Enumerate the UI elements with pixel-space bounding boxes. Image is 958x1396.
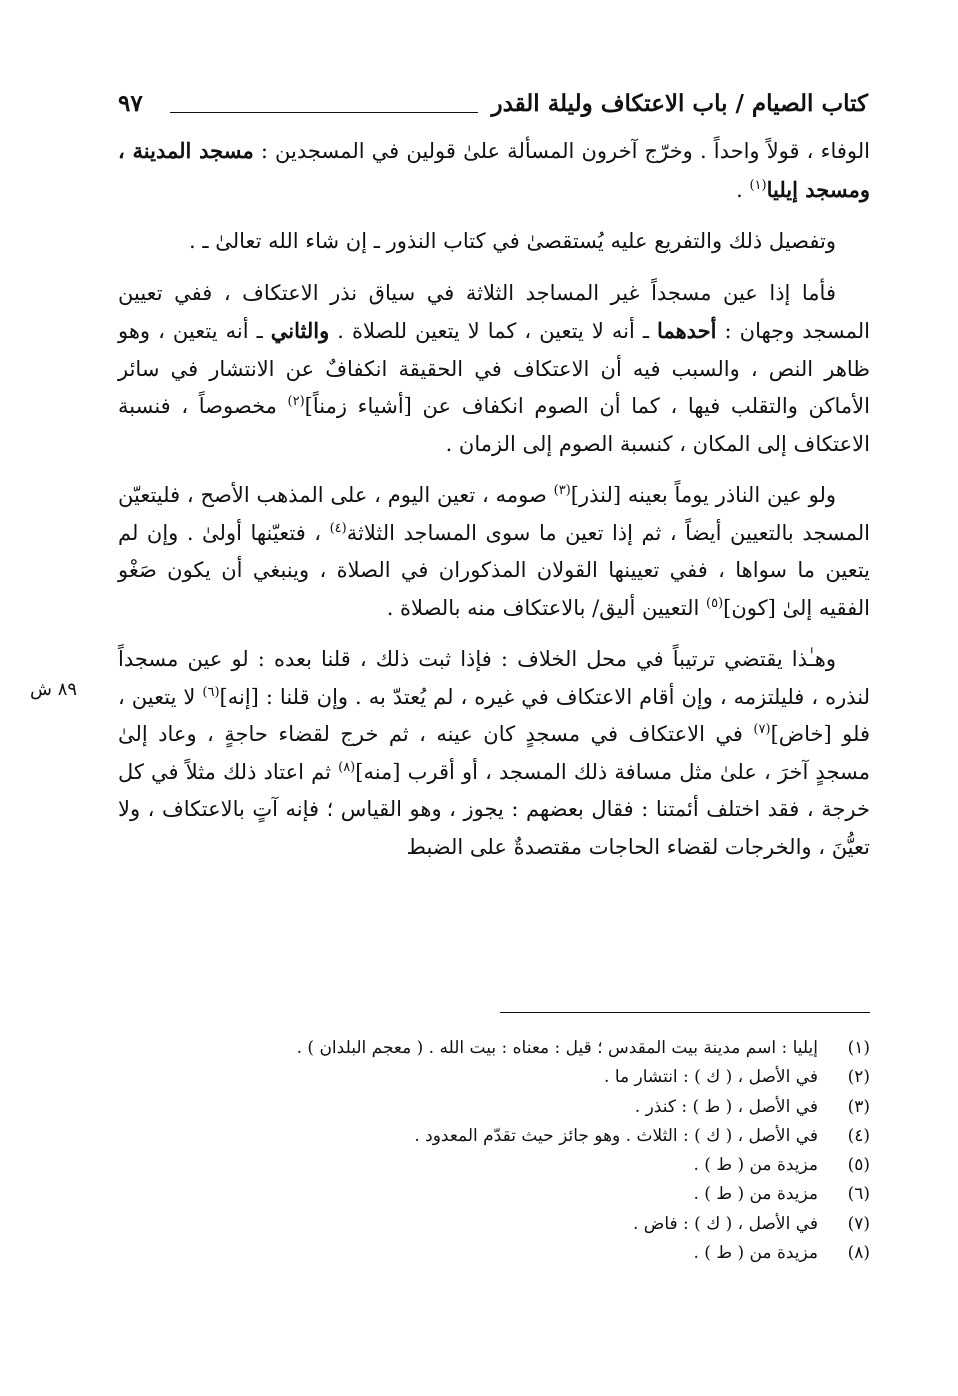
footnote-marker: (٥) [706,595,724,611]
text-segment: ـ أنه لا يتعين ، كما لا يتعين للصلاة . [329,319,658,343]
text-segment: وهـٰذا يقتضي ترتيباً في محل الخلاف : فإذا ثبت ذلك ، قلنا بعده : لو عين مسجداً لنذره ، فليلتزمه ، وإن أقام الاعتكاف في غيره ، لم يُعتدّ به . وإن قلنا : [إنه] [118,647,870,709]
footnote-marker: (٣) [553,483,571,498]
footnote-number: (٧) [847,1213,870,1234]
footnote-marker: (١) [749,177,767,193]
footnote-number: (٤) [847,1125,870,1146]
footnote-number: (٢) [847,1067,870,1088]
footnote-number: (٨) [847,1243,870,1264]
bold-text-segment: مسجد المدينة ، ومسجد إيليا [118,138,870,202]
paragraph [118,275,870,464]
page-header [118,86,868,122]
text-segment: ثم اعتاد ذلك مثلاً في كل خرجة ، فقد اختلف أئمتنا : فقال بعضهم : يجوز ، وهو القياس ؛ فإنه آتٍ بالاعتكاف ، ولا تعيُّنَ ، والخرجات لقضاء الحاجات مقتصدةٌ على الضبط [118,759,870,859]
footnote-item [118,1093,870,1122]
text-segment: الوفاء ، قولاً واحداً . وخرّج آخرون المسألة علىٰ قولين في المسجدين : [253,139,870,163]
footnote-item [118,1239,870,1268]
footnote-marker: (٧) [753,722,771,737]
page-number: ٩٧ [118,90,143,117]
text-segment: صومه ، تعين اليوم ، على المذهب الأصح ، فليتعيّن المسجد بالتعيين أيضاً ، ثم إذا تعين ما سوى المساجد الثلاثة [118,483,871,545]
bold-text-segment: والثاني [270,318,330,343]
running-title: كتاب الصيام / باب الاعتكاف وليلة القدر [491,90,868,117]
main-text [118,132,870,880]
footnote-text: إيليا : اسم مدينة بيت المقدس ؛ قيل : معناه : بيت الله . ( معجم البلدان ) . [296,1038,818,1058]
footnote-rule [500,1012,870,1013]
footnote-marker: (٦) [202,684,220,700]
paragraph [118,641,870,866]
text-segment: ـ أنه يتعين ، وهو ظاهر النص ، والسبب فيه أن الاعتكاف في الحقيقة انكفافٌ عن الانتشار في سائر الأماكن والتقلب فيها ، كما أن الصوم انكفاف عن [أشياء زمناً] [118,319,870,418]
text-segment: . [736,177,750,202]
footnote-text: في الأصل ، ( ك ) : انتشار ما . [604,1067,818,1088]
text-segment: في الاعتكاف في مسجدٍ كان عينه ، ثم خرج لقضاء حاجةٍ ، وعاد إلىٰ مسجدٍ آخرَ ، علىٰ مثل مسافة ذلك المسجد ، أو أقرب [منه] [118,722,870,784]
footnotes [118,1034,870,1268]
text-segment: لا يتعين ، فلو [خاض] [118,684,871,746]
footnote-item [118,1180,870,1209]
footnote-number: (١) [847,1038,870,1058]
paragraph [118,132,870,209]
footnote-marker: (٢) [287,394,305,409]
footnote-number: (٥) [847,1155,870,1176]
paragraph [118,477,870,627]
bold-text-segment: أحدهما [657,318,717,343]
text-segment: وتفصيل ذلك والتفريع عليه يُستقصىٰ في كتاب النذور ـ إن شاء الله تعالىٰ ـ . [189,229,836,253]
footnote-marker: (٤) [329,520,347,536]
footnote-number: (٦) [847,1184,870,1205]
header-rule [170,112,478,113]
margin-folio-note: ٨٩ ش [30,679,78,700]
footnote-item [118,1210,870,1239]
footnote-marker: (٨) [338,759,356,775]
text-segment: مخصوصاً ، فنسبة الاعتكاف إلى المكان ، كنسبة الصوم إلى الزمان . [118,394,870,456]
footnote-text: في الأصل ، ( ك ) : الثلاث . وهو جائز حيث تقدّم المعدود . [414,1125,818,1146]
text-segment: ولو عين الناذر يوماً بعينه [لنذر] [570,483,836,507]
footnote-text: مزيدة من ( ط ) . [693,1184,818,1205]
footnote-text: في الأصل ، ( ك ) : فاض . [632,1213,818,1234]
footnote-item [118,1034,870,1063]
footnote-number: (٣) [847,1096,870,1117]
paragraph [118,223,870,261]
footnote-item [118,1063,870,1092]
footnote-item [118,1151,870,1180]
text-segment: فأما إذا عين مسجداً غير المساجد الثلاثة في سياق نذر الاعتكاف ، ففي تعيين المسجد وجهان : [118,280,870,343]
footnote-text: مزيدة من ( ط ) . [693,1155,818,1176]
footnote-text: في الأصل ، ( ط ) : كنذر . [634,1096,818,1117]
footnote-item [118,1122,870,1151]
text-segment: ، فتعيّنها أولىٰ . وإن لم يتعين ما سواها ، ففي تعيينها القولان المذكوران في الصلاة ، وينبغي أن يكون صَغْو الفقيه إلىٰ [كون] [118,520,870,620]
text-segment: التعيين أليق/ بالاعتكاف منه بالصلاة . [386,595,707,620]
footnote-text: مزيدة من ( ط ) . [693,1243,818,1264]
